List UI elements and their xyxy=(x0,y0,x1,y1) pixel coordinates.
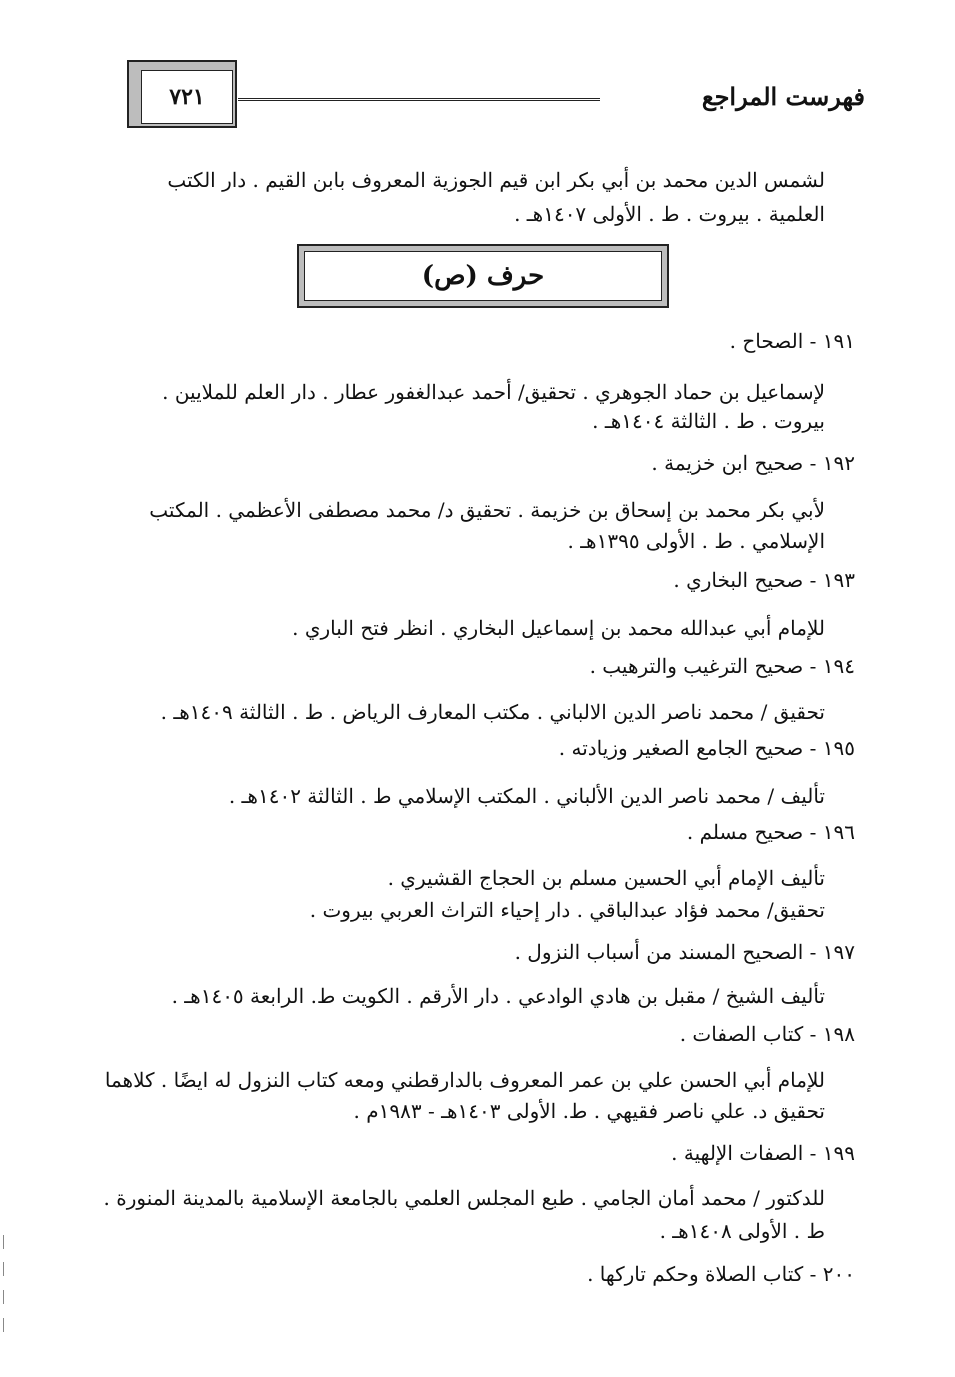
scan-mark xyxy=(3,1318,4,1332)
section-heading-box xyxy=(297,244,669,308)
entry-line: للإمام أبي عبدالله محمد بن إسماعيل البخاري . انظر فتح الباري . xyxy=(292,616,825,640)
section-heading: حرف (ص) xyxy=(304,251,662,301)
entry-title: ١٩٢ - صحيح ابن خزيمة . xyxy=(651,451,855,475)
entry-line: تحقيق/ محمد فؤاد عبدالباقي . دار إحياء التراث العربي بيروت . xyxy=(309,898,825,922)
entry-line: تأليف / محمد ناصر الدين الألباني . المكتب الإسلامي ط . الثالثة ١٤٠٢هـ . xyxy=(228,784,825,808)
page-number: ٧٢١ xyxy=(141,70,233,124)
page-number-box xyxy=(127,60,237,128)
entry-line: تأليف الإمام أبي الحسين مسلم بن الحجاج القشيري . xyxy=(387,866,825,890)
entry-title: ١٩٤ - صحيح الترغيب والترهيب . xyxy=(589,654,855,678)
entry-line: تحقيق / محمد ناصر الدين الالباني . مكتب المعارف الرياض . ط . الثالثة ١٤٠٩هـ . xyxy=(160,700,825,724)
entry-title: ١٩٣ - صحيح البخاري . xyxy=(673,568,855,592)
entry-line: للإمام أبي الحسن علي بن عمر المعروف بالدارقطني ومعه كتاب النزول له ايضًا . كلاهما xyxy=(104,1068,825,1092)
entry-title: ٢٠٠ - كتاب الصلاة وحكم تاركها . xyxy=(587,1262,855,1286)
running-header: فهرست المراجع xyxy=(701,82,865,111)
entry-title: ١٩٥ - صحيح الجامع الصغير وزيادته . xyxy=(558,736,855,760)
entry-line: للدكتور / محمد أمان الجامي . طبع المجلس العلمي بالجامعة الإسلامية بالمدينة المنورة . xyxy=(103,1186,825,1210)
entry-line: لإسماعيل بن حماد الجوهري . تحقيق/ أحمد عبدالغفور عطار . دار العلم للملايين . xyxy=(162,380,825,404)
entry-title: ١٩٨ - كتاب الصفات . xyxy=(679,1022,855,1046)
continuation-line: لشمس الدين محمد بن أبي بكر ابن قيم الجوزية المعروف بابن القيم . دار الكتب xyxy=(167,168,825,192)
header-rule xyxy=(238,98,600,101)
entry-line: تحقيق د. علي ناصر فقيهي . ط. الأولى ١٤٠٣هـ - ١٩٨٣م . xyxy=(353,1099,825,1123)
scan-mark xyxy=(3,1290,4,1304)
scan-mark xyxy=(3,1262,4,1276)
entry-title: ١٩٦ - صحيح مسلم . xyxy=(686,820,855,844)
entry-line: تأليف الشيخ / مقبل بن هادي الوادعي . دار الأرقم . الكويت ط. الرابعة ١٤٠٥هـ . xyxy=(171,984,825,1008)
entry-line: الإسلامي . ط . الأولى ١٣٩٥هـ . xyxy=(567,529,825,553)
entry-line: لأبي بكر محمد بن إسحاق بن خزيمة . تحقيق د/ محمد مصطفى الأعظمي . المكتب xyxy=(149,498,825,522)
entry-title: ١٩٩ - الصفات الإلهية . xyxy=(671,1141,855,1165)
continuation-line: العلمية . بيروت . ط . الأولى ١٤٠٧هـ . xyxy=(514,202,825,226)
entry-line: ط . الأولى ١٤٠٨هـ . xyxy=(659,1219,825,1243)
entry-line: بيروت . ط . الثالثة ١٤٠٤هـ . xyxy=(592,409,825,433)
entry-title: ١٩٧ - الصحيح المسند من أسباب النزول . xyxy=(514,940,855,964)
scan-mark xyxy=(3,1235,4,1249)
entry-title: ١٩١ - الصحاح . xyxy=(729,329,855,353)
